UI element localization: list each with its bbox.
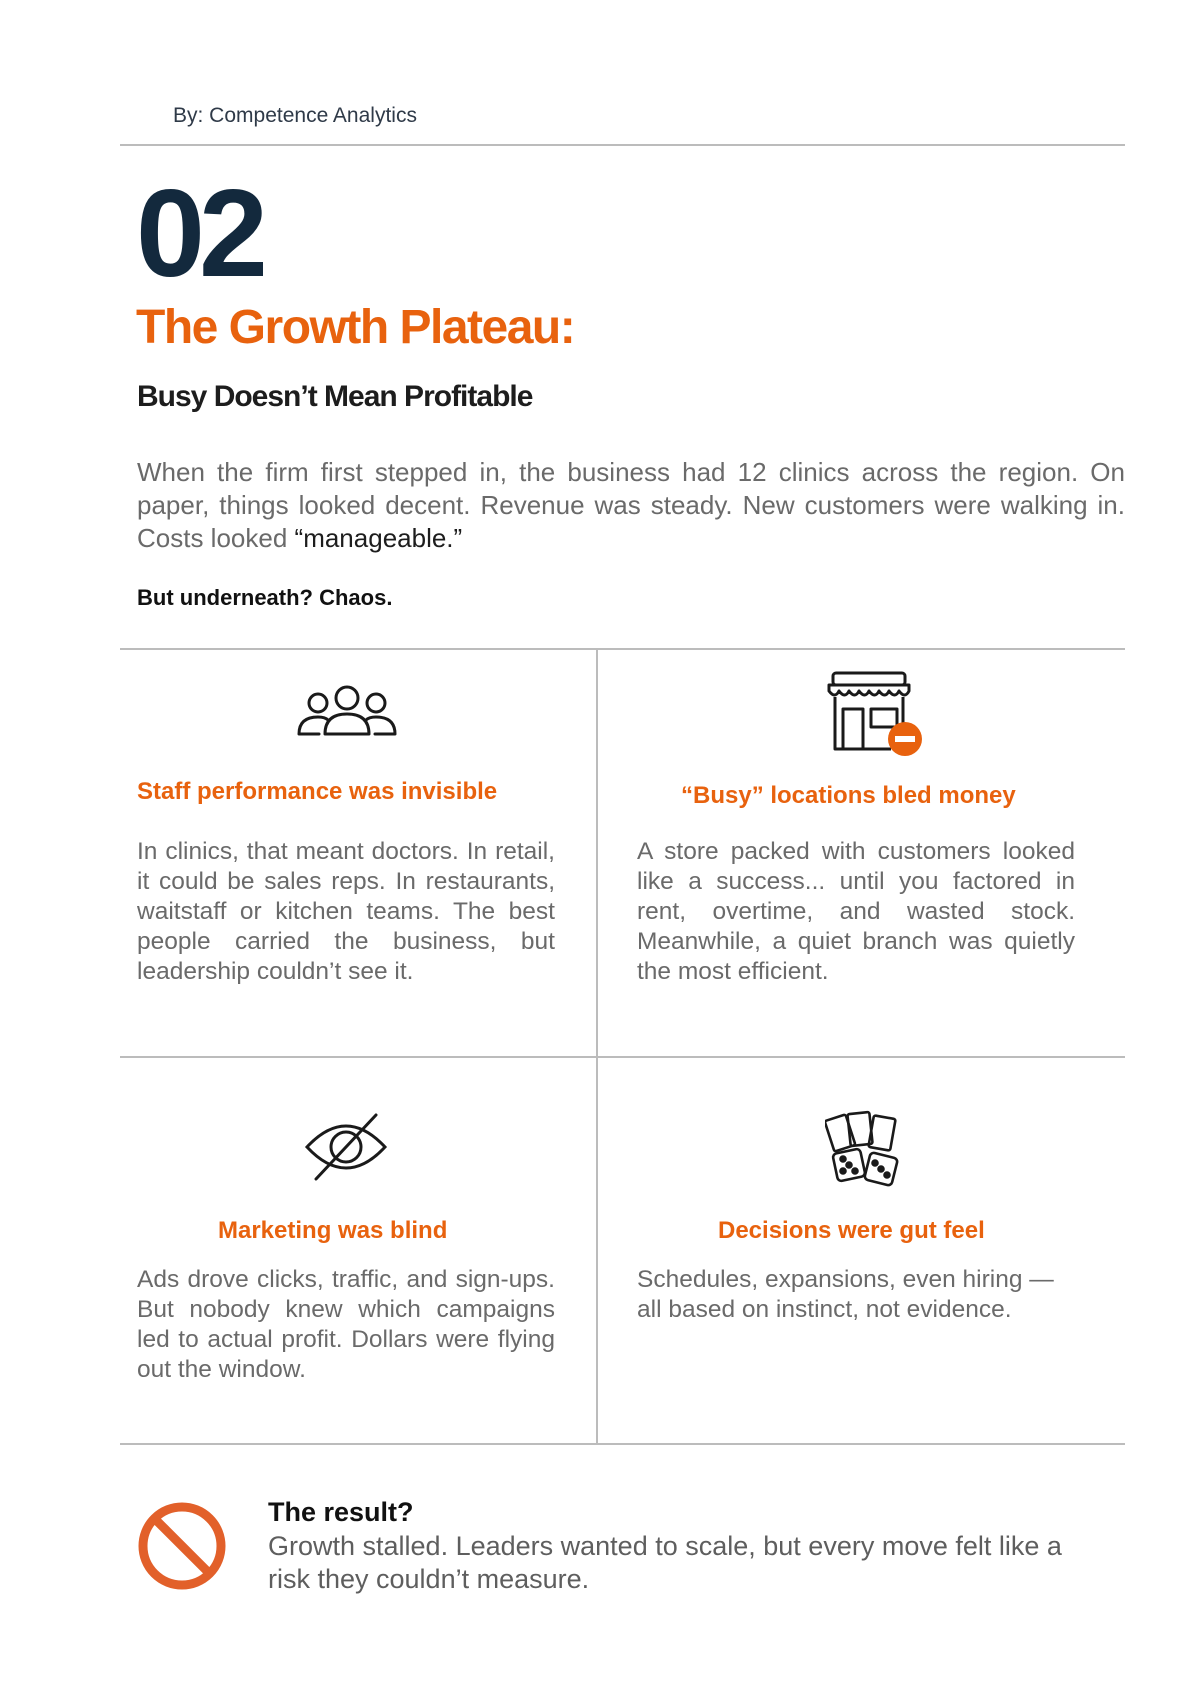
card-title: Decisions were gut feel (718, 1217, 985, 1244)
page-title: The Growth Plateau: (136, 301, 575, 354)
grid-divider-vertical (596, 648, 598, 1445)
byline: By: Competence Analytics (173, 104, 417, 127)
intro-paragraph (137, 456, 1125, 555)
intro-quote: “manageable.” (294, 523, 463, 553)
grid-divider-bottom (120, 1443, 1125, 1445)
prohibited-icon (136, 1500, 228, 1597)
card-body: In clinics, that meant doctors. In retail, it could be sales reps. In restaurants, waitstaff or kitchen teams. The best people carried the business, but leadership couldn’t see it. (137, 838, 555, 985)
team-icon (297, 684, 397, 745)
store-minus-icon (825, 669, 925, 764)
card-title: Marketing was blind (218, 1217, 448, 1244)
card-title: Staff performance was invisible (137, 778, 498, 805)
card-body: Schedules, expansions, even hiring — all based on instinct, not evidence. (637, 1266, 1054, 1323)
grid-divider-top (120, 648, 1125, 650)
intro-text: When the firm first stepped in, the business had 12 clinics across the region. On paper, things looked decent. Revenue was steady. New customers were walking in. Costs looked (137, 457, 1125, 553)
eye-slash-icon (304, 1111, 388, 1188)
card-title: “Busy” locations bled money (681, 782, 1016, 809)
top-divider (120, 144, 1125, 146)
section-number: 02 (136, 165, 262, 303)
grid-divider-middle (120, 1056, 1125, 1058)
card-body: Ads drove clicks, traffic, and sign-ups. But nobody knew which campaigns led to actual profit. Dollars were flying out the window. (137, 1266, 555, 1383)
card-body: A store packed with customers looked like a success... until you factored in rent, overtime, and wasted stock. Meanwhile, a quiet branch was quietly the most efficient. (637, 838, 1075, 985)
result-title: The result? (268, 1497, 414, 1527)
cards-dice-icon (825, 1107, 905, 1198)
intro-callout: But underneath? Chaos. (137, 585, 393, 610)
page-subtitle: Busy Doesn’t Mean Profitable (137, 380, 533, 413)
result-body: Growth stalled. Leaders wanted to scale, but every move felt like a risk they couldn’t measure. (268, 1531, 1062, 1594)
